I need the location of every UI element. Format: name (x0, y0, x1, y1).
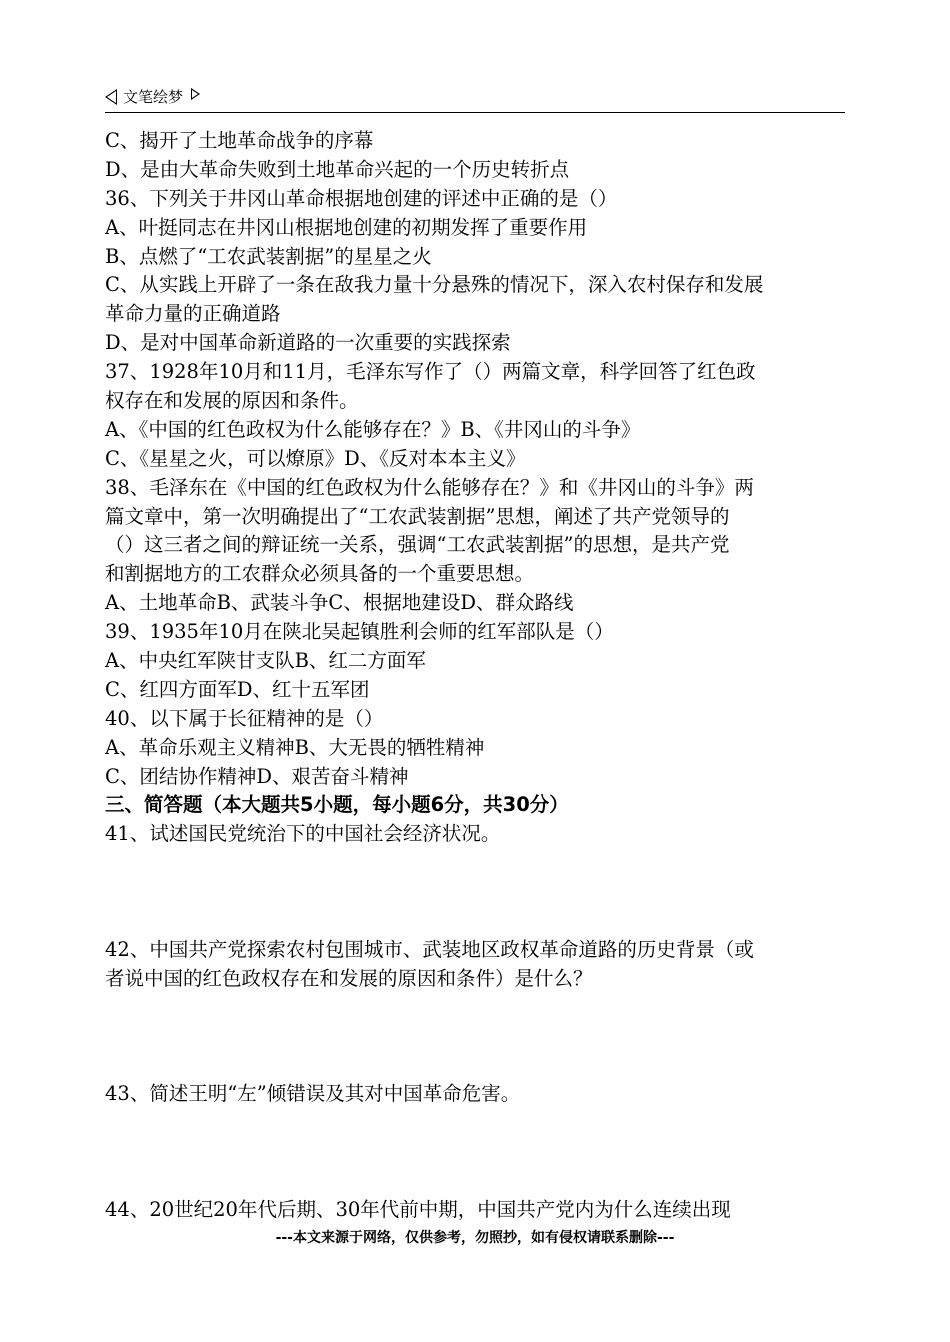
option-d-36: D、是对中国革命新道路的一次重要的实践探索 (105, 331, 511, 355)
option-c-36: C、从实践上开辟了一条在敌我力量十分悬殊的情况下，深入农村保存和发展 (105, 273, 764, 297)
option-d-35: D、是由大革命失败到土地革命兴起的一个历史转折点 (105, 157, 570, 181)
option-b-36: B、点燃了“工农武装割据”的星星之火 (105, 244, 432, 268)
page-footer: ---本文来源于网络，仅供参考，勿照抄，如有侵权请联系删除--- (275, 1230, 675, 1246)
answer-space (105, 1109, 850, 1196)
question-37: 37、1928年10月和11月，毛泽东写作了（）两篇文章，科学回答了红色政 (105, 360, 756, 384)
right-triangle-icon (191, 88, 200, 100)
options-cd-40: C、团结协作精神D、艰苦奋斗精神 (105, 764, 409, 788)
question-42: 42、中国共产党探索农村包围城市、武装地区政权革命道路的历史背景（或 (105, 937, 754, 961)
question-40: 40、以下属于长征精神的是（） (105, 706, 384, 730)
question-38-cont1: 篇文章中，第一次明确提出了“工农武装割据”思想，阐述了共产党领导的 (105, 504, 730, 528)
option-c-35: C、揭开了土地革命战争的序幕 (105, 129, 374, 152)
options-ab-37: A、《中国的红色政权为什么能够存在？》B、《井冈山的斗争》 (105, 417, 641, 441)
options-ab-39: A、中央红军陕甘支队B、红二方面军 (105, 649, 426, 673)
option-c-36-cont: 革命力量的正确道路 (105, 302, 281, 326)
option-a-36: A、叶挺同志在井冈山根据地创建的初期发挥了重要作用 (105, 215, 588, 239)
options-cd-37: C、《星星之火，可以燎原》D、《反对本本主义》 (105, 446, 526, 470)
header-title: 文笔绘梦 (123, 88, 184, 106)
header-brand (105, 86, 200, 107)
document-body (105, 127, 850, 1225)
question-41: 41、试述国民党统治下的中国社会经济状况。 (105, 822, 501, 846)
question-42-cont: 者说中国的红色政权存在和发展的原因和条件）是什么？ (105, 966, 593, 990)
left-triangle-icon (105, 89, 117, 105)
question-36: 36、下列关于井冈山革命根据地创建的评述中正确的是（） (105, 186, 618, 210)
question-38: 38、毛泽东在《中国的红色政权为什么能够存在？》和《井冈山的斗争》两 (105, 475, 754, 499)
answer-space (105, 849, 850, 936)
section-heading: 三、简答题（本大题共5小题，每小题6分，共30分） (105, 793, 569, 817)
question-37-cont: 权存在和发展的原因和条件。 (105, 389, 359, 413)
options-cd-39: C、红四方面军D、红十五军团 (105, 677, 370, 701)
question-44: 44、20世纪20年代后期、30年代前中期，中国共产党内为什么连续出现 (105, 1198, 731, 1221)
question-39: 39、1935年10月在陕北吴起镇胜利会师的红军部队是（） (105, 620, 614, 644)
page-header (105, 84, 845, 113)
question-38-cont2: （）这三者之间的辩证统一关系，强调“工农武装割据”的思想，是共产党 (105, 533, 730, 557)
options-ab-40: A、革命乐观主义精神B、大无畏的牺牲精神 (105, 735, 485, 759)
question-38-cont3: 和割据地方的工农群众必须具备的一个重要思想。 (105, 562, 535, 586)
question-43: 43、简述王明“左”倾错误及其对中国革命危害。 (105, 1082, 521, 1106)
answer-space (105, 994, 850, 1081)
options-38: A、土地革命B、武装斗争C、根据地建设D、群众路线 (105, 591, 574, 615)
